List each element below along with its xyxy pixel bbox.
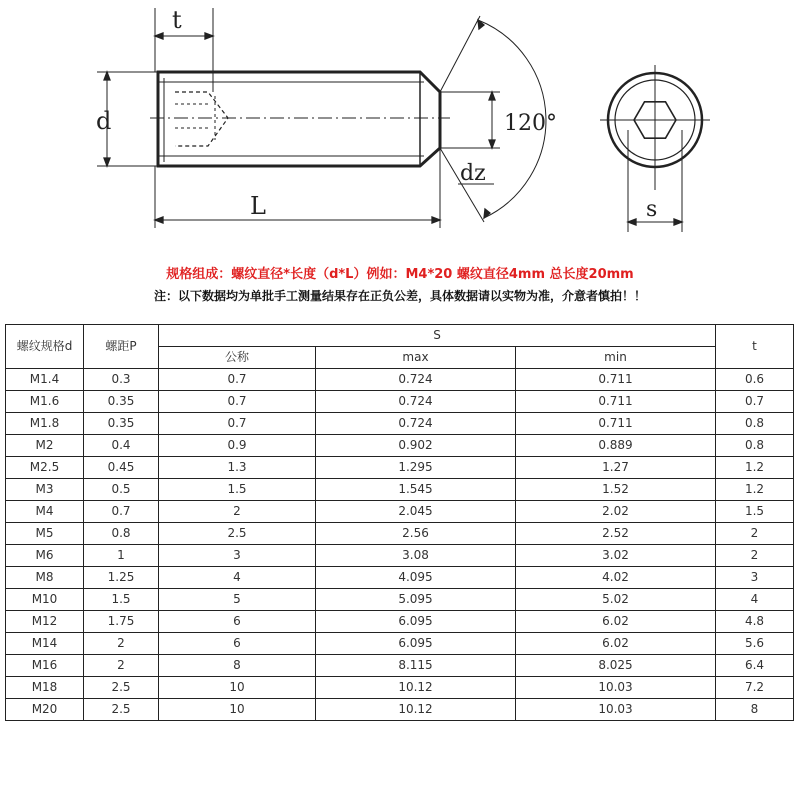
table-row bbox=[6, 677, 794, 699]
col-header-min: min bbox=[516, 347, 716, 369]
col-header-pitch: 螺距P bbox=[84, 325, 159, 369]
table-row bbox=[6, 391, 794, 413]
s-nominal-cell: 0.7 bbox=[159, 413, 316, 435]
s-max-cell: 1.295 bbox=[316, 457, 516, 479]
spec-cell: M6 bbox=[6, 545, 84, 567]
pitch-cell: 0.35 bbox=[84, 391, 159, 413]
d-label: d bbox=[96, 107, 112, 135]
pitch-cell: 2.5 bbox=[84, 699, 159, 721]
s-max-cell: 6.095 bbox=[316, 633, 516, 655]
spec-cell: M8 bbox=[6, 567, 84, 589]
pitch-cell: 2 bbox=[84, 633, 159, 655]
s-min-cell: 4.02 bbox=[516, 567, 716, 589]
s-nominal-cell: 1.3 bbox=[159, 457, 316, 479]
dz-label: dz bbox=[460, 161, 486, 186]
t-cell: 1.5 bbox=[716, 501, 794, 523]
pitch-cell: 1.25 bbox=[84, 567, 159, 589]
table-row bbox=[6, 413, 794, 435]
s-nominal-cell: 3 bbox=[159, 545, 316, 567]
s-min-cell: 0.711 bbox=[516, 369, 716, 391]
col-header-spec: 螺纹规格d bbox=[6, 325, 84, 369]
table-row bbox=[6, 567, 794, 589]
s-max-cell: 5.095 bbox=[316, 589, 516, 611]
pitch-cell: 0.4 bbox=[84, 435, 159, 457]
s-nominal-cell: 2 bbox=[159, 501, 316, 523]
s-max-cell: 0.902 bbox=[316, 435, 516, 457]
s-label: s bbox=[646, 197, 658, 222]
s-max-cell: 2.56 bbox=[316, 523, 516, 545]
spec-cell: M14 bbox=[6, 633, 84, 655]
s-max-cell: 2.045 bbox=[316, 501, 516, 523]
s-nominal-cell: 2.5 bbox=[159, 523, 316, 545]
s-nominal-cell: 0.7 bbox=[159, 391, 316, 413]
t-cell: 8 bbox=[716, 699, 794, 721]
t-cell: 6.4 bbox=[716, 655, 794, 677]
t-cell: 7.2 bbox=[716, 677, 794, 699]
pitch-cell: 0.35 bbox=[84, 413, 159, 435]
s-nominal-cell: 8 bbox=[159, 655, 316, 677]
s-max-cell: 4.095 bbox=[316, 567, 516, 589]
t-cell: 4.8 bbox=[716, 611, 794, 633]
s-min-cell: 0.711 bbox=[516, 413, 716, 435]
pitch-cell: 2 bbox=[84, 655, 159, 677]
s-min-cell: 6.02 bbox=[516, 611, 716, 633]
t-cell: 0.6 bbox=[716, 369, 794, 391]
table-row bbox=[6, 545, 794, 567]
pitch-cell: 1.5 bbox=[84, 589, 159, 611]
table-body bbox=[6, 369, 794, 721]
spec-cell: M3 bbox=[6, 479, 84, 501]
t-label: t bbox=[172, 6, 182, 34]
t-cell: 3 bbox=[716, 567, 794, 589]
screw-side-view bbox=[158, 72, 440, 166]
t-cell: 4 bbox=[716, 589, 794, 611]
t-cell: 2 bbox=[716, 523, 794, 545]
s-max-cell: 10.12 bbox=[316, 677, 516, 699]
s-min-cell: 1.27 bbox=[516, 457, 716, 479]
s-nominal-cell: 5 bbox=[159, 589, 316, 611]
table-row bbox=[6, 435, 794, 457]
spec-cell: M1.4 bbox=[6, 369, 84, 391]
pitch-cell: 0.7 bbox=[84, 501, 159, 523]
t-cell: 2 bbox=[716, 545, 794, 567]
s-max-cell: 0.724 bbox=[316, 391, 516, 413]
t-cell: 1.2 bbox=[716, 479, 794, 501]
s-max-cell: 6.095 bbox=[316, 611, 516, 633]
table-row bbox=[6, 457, 794, 479]
pitch-cell: 0.3 bbox=[84, 369, 159, 391]
spec-cell: M1.6 bbox=[6, 391, 84, 413]
s-max-cell: 0.724 bbox=[316, 413, 516, 435]
s-min-cell: 5.02 bbox=[516, 589, 716, 611]
col-header-max: max bbox=[316, 347, 516, 369]
tolerance-disclaimer: 注：以下数据均为单批手工测量结果存在正负公差，具体数据请以实物为准，介意者慎拍！！ bbox=[153, 289, 646, 303]
s-nominal-cell: 0.7 bbox=[159, 369, 316, 391]
L-label: L bbox=[250, 192, 266, 220]
s-min-cell: 8.025 bbox=[516, 655, 716, 677]
spec-cell: M16 bbox=[6, 655, 84, 677]
pitch-cell: 1 bbox=[84, 545, 159, 567]
s-max-cell: 3.08 bbox=[316, 545, 516, 567]
s-nominal-cell: 6 bbox=[159, 611, 316, 633]
pitch-cell: 1.75 bbox=[84, 611, 159, 633]
t-cell: 0.8 bbox=[716, 413, 794, 435]
spec-cell: M10 bbox=[6, 589, 84, 611]
s-min-cell: 10.03 bbox=[516, 699, 716, 721]
s-min-cell: 6.02 bbox=[516, 633, 716, 655]
s-min-cell: 3.02 bbox=[516, 545, 716, 567]
t-cell: 0.7 bbox=[716, 391, 794, 413]
s-max-cell: 1.545 bbox=[316, 479, 516, 501]
table-row bbox=[6, 369, 794, 391]
s-nominal-cell: 4 bbox=[159, 567, 316, 589]
table-row bbox=[6, 501, 794, 523]
s-min-cell: 2.52 bbox=[516, 523, 716, 545]
spec-cell: M5 bbox=[6, 523, 84, 545]
s-min-cell: 0.889 bbox=[516, 435, 716, 457]
s-min-cell: 10.03 bbox=[516, 677, 716, 699]
s-min-cell: 1.52 bbox=[516, 479, 716, 501]
t-cell: 0.8 bbox=[716, 435, 794, 457]
col-header-s: S bbox=[159, 325, 716, 347]
s-min-cell: 2.02 bbox=[516, 501, 716, 523]
spec-cell: M12 bbox=[6, 611, 84, 633]
table-row bbox=[6, 655, 794, 677]
s-max-cell: 8.115 bbox=[316, 655, 516, 677]
spec-cell: M2 bbox=[6, 435, 84, 457]
s-nominal-cell: 1.5 bbox=[159, 479, 316, 501]
table-row bbox=[6, 479, 794, 501]
table-row bbox=[6, 699, 794, 721]
pitch-cell: 0.45 bbox=[84, 457, 159, 479]
angle-label: 120° bbox=[504, 111, 557, 136]
table-row bbox=[6, 523, 794, 545]
pitch-cell: 0.5 bbox=[84, 479, 159, 501]
pitch-cell: 2.5 bbox=[84, 677, 159, 699]
spec-format-note: 规格组成：螺纹直径*长度（d*L）例如：M4*20 螺纹直径4mm 总长度20mm bbox=[166, 267, 634, 282]
pitch-cell: 0.8 bbox=[84, 523, 159, 545]
t-cell: 5.6 bbox=[716, 633, 794, 655]
table-row bbox=[6, 589, 794, 611]
table-row bbox=[6, 633, 794, 655]
s-min-cell: 0.711 bbox=[516, 391, 716, 413]
col-header-nominal: 公称 bbox=[159, 347, 316, 369]
table-row bbox=[6, 611, 794, 633]
s-nominal-cell: 0.9 bbox=[159, 435, 316, 457]
s-nominal-cell: 10 bbox=[159, 699, 316, 721]
s-nominal-cell: 6 bbox=[159, 633, 316, 655]
s-nominal-cell: 10 bbox=[159, 677, 316, 699]
spec-cell: M20 bbox=[6, 699, 84, 721]
spec-cell: M4 bbox=[6, 501, 84, 523]
spec-cell: M1.8 bbox=[6, 413, 84, 435]
dimension-table bbox=[5, 324, 794, 721]
col-header-t: t bbox=[716, 325, 794, 369]
spec-cell: M2.5 bbox=[6, 457, 84, 479]
t-cell: 1.2 bbox=[716, 457, 794, 479]
s-max-cell: 0.724 bbox=[316, 369, 516, 391]
s-max-cell: 10.12 bbox=[316, 699, 516, 721]
set-screw-drawing bbox=[0, 0, 800, 255]
L-dimension bbox=[155, 148, 440, 228]
spec-cell: M18 bbox=[6, 677, 84, 699]
